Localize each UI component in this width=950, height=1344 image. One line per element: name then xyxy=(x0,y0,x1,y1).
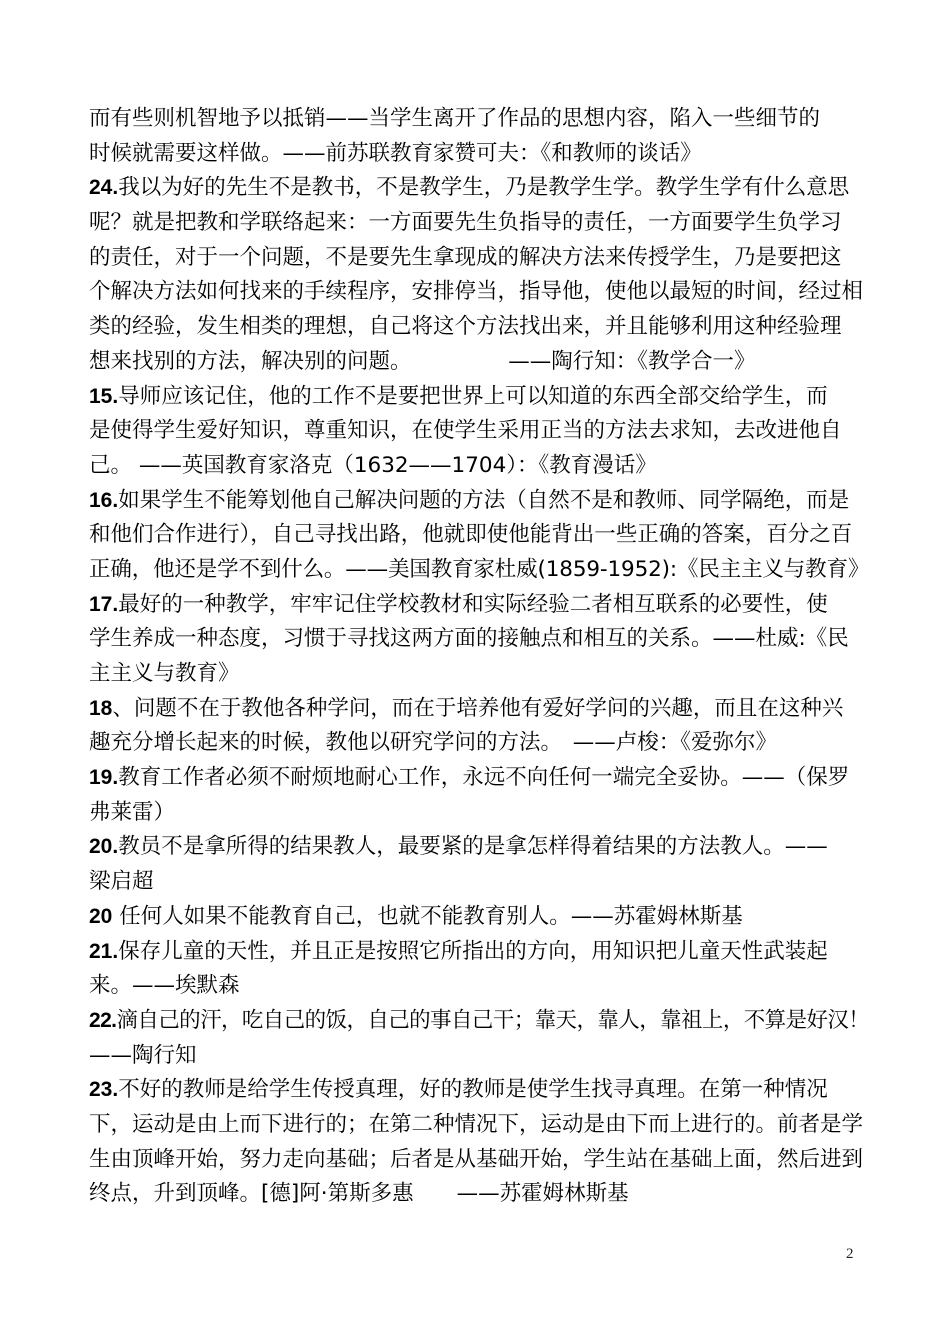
text-line: 15.导师应该记住，他的工作不是要把世界上可以知道的东西全部交给学生，而 xyxy=(89,383,828,409)
text-line: 终点，升到顶峰。[德]阿·第斯多惠 ——苏霍姆林斯基 xyxy=(89,1181,629,1207)
text-line: 22.滴自己的汗，吃自己的饭，自己的事自己干；靠天，靠人，靠祖上，不算是好汉！ xyxy=(89,1007,870,1033)
text-line: 来。——埃默森 xyxy=(89,973,240,999)
text-line: 梁启超 xyxy=(89,869,154,895)
page-number: 2 xyxy=(846,1246,854,1262)
text-line: 时候就需要这样做。——前苏联教育家赞可夫：《和教师的谈话》 xyxy=(89,140,702,166)
text-line: ——陶行知 xyxy=(89,1042,197,1068)
document-body xyxy=(89,102,869,1212)
text-line: 20.教员不是拿所得的结果教人，最要紧的是拿怎样得着结果的方法教人。—— xyxy=(89,834,828,860)
text-line: 19.教育工作者必须不耐烦地耐心工作，永远不向任何一端完全妥协。——（保罗 xyxy=(89,765,850,791)
text-line: 生由顶峰开始，努力走向基础；后者是从基础开始，学生站在基础上面，然后进到 xyxy=(89,1146,864,1172)
text-line: 正确，他还是学不到什么。——美国教育家杜威(1859-1952):《民主主义与教育》 xyxy=(89,556,870,582)
text-line: 己。 ——英国教育家洛克（1632——1704）：《教育漫话》 xyxy=(89,452,657,478)
text-line: 21.保存儿童的天性，并且正是按照它所指出的方向，用知识把儿童天性武装起 xyxy=(89,938,828,964)
text-line: 想来找别的方法，解决别的问题。 ——陶行知：《教学合一》 xyxy=(89,348,756,374)
text-line: 17.最好的一种教学，牢牢记住学校教材和实际经验二者相互联系的必要性，使 xyxy=(89,591,828,617)
text-line: 下，运动是由上而下进行的；在第二种情况下，运动是由下而上进行的。前者是学 xyxy=(89,1111,864,1137)
text-line: 类的经验，发生相类的理想，自己将这个方法找出来，并且能够利用这种经验理 xyxy=(89,314,842,340)
text-line: 16.如果学生不能筹划他自己解决问题的方法（自然不是和教师、同学隔绝，而是 xyxy=(89,487,850,513)
text-line: 弗莱雷） xyxy=(89,799,176,825)
text-line: 的责任，对于一个问题，不是要先生拿现成的解决方法来传授学生，乃是要把这 xyxy=(89,244,842,270)
text-line: 20 任何人如果不能教育自己，也就不能教育别人。——苏霍姆林斯基 xyxy=(89,903,743,929)
text-line: 而有些则机智地予以抵销——当学生离开了作品的思想内容，陷入一些细节的 xyxy=(89,106,821,131)
text-line: 是使得学生爱好知识，尊重知识，在使学生采用正当的方法去求知，去改进他自 xyxy=(89,418,842,444)
text-line: 24.我以为好的先生不是教书，不是教学生，乃是教学生学。教学生学有什么意思 xyxy=(89,175,850,201)
text-line: 23.不好的教师是给学生传授真理，好的教师是使学生找寻真理。在第一种情况 xyxy=(89,1077,828,1103)
text-line: 个解决方法如何找来的手续程序，安排停当，指导他，使他以最短的时间，经过相 xyxy=(89,279,864,305)
text-line: 趣充分增长起来的时候，教他以研究学问的方法。 ——卢梭：《爱弥尔》 xyxy=(89,730,778,756)
text-line: 呢？就是把教和学联络起来：一方面要先生负指导的责任，一方面要学生负学习 xyxy=(89,210,842,236)
text-line: 学生养成一种态度，习惯于寻找这两方面的接触点和相互的关系。——杜威:《民 xyxy=(89,626,849,652)
text-line: 和他们合作进行），自己寻找出路，他就即使他能背出一些正确的答案，百分之百 xyxy=(89,522,853,548)
text-line: 主主义与教育》 xyxy=(89,661,240,686)
text-line: 18、问题不在于教他各种学问，而在于培养他有爱好学问的兴趣，而且在这种兴 xyxy=(89,695,844,721)
